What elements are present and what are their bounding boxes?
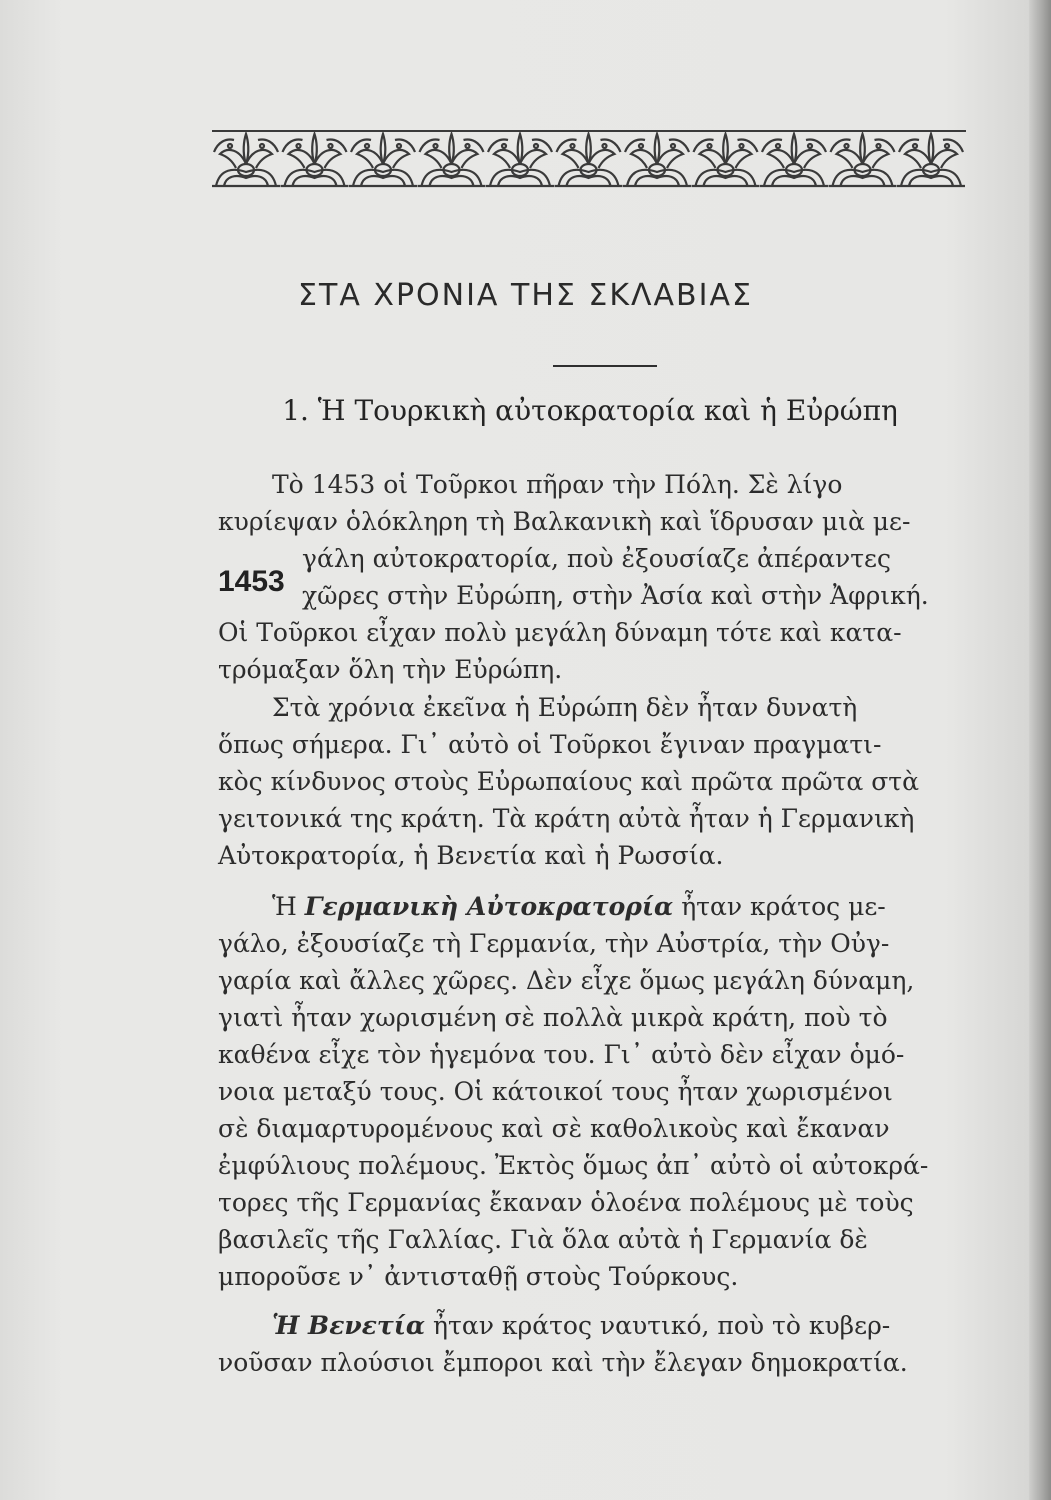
text-run: ἦταν κράτος με- xyxy=(681,892,886,921)
text-line: κὸς κίνδυνος στοὺς Εὐρωπαίους καὶ πρῶτα πρῶτα στὰ xyxy=(218,767,920,796)
text-line: μποροῦσε ν᾽ ἀντισταθῇ στοὺς Τούρκους. xyxy=(218,1262,739,1291)
text-run: ἦταν κράτος ναυτικό, ποὺ τὸ κυβερ- xyxy=(433,1311,891,1340)
emphasis-term: Ἡ Βενετία xyxy=(272,1311,426,1340)
text-line: Αὐτοκρατορία, ἡ Βενετία καὶ ἡ Ρωσσία. xyxy=(218,841,724,870)
text-line: καθένα εἶχε τὸν ἡγεμόνα του. Γι᾽ αὐτὸ δὲν εἶχαν ὁμό- xyxy=(218,1040,905,1069)
text-line: γιατὶ ἦταν χωρισμένη σὲ πολλὰ μικρὰ κράτη, ποὺ τὸ xyxy=(218,1003,888,1032)
body-text xyxy=(218,888,958,1348)
text-line: νοια μεταξύ τους. Οἱ κάτοικοί τους ἦταν χωρισμένοι xyxy=(218,1077,893,1106)
text-run: Ἡ xyxy=(272,892,297,921)
floral-ornament-icon xyxy=(212,128,966,190)
floral-ornament-band xyxy=(212,128,966,190)
section-title: ΣΤΑ ΧΡΟΝΙΑ ΤΗΣ ΣΚΛΑΒΙΑΣ xyxy=(298,278,753,313)
emphasis-term: Γερμανικὴ Αὐτοκρατορία xyxy=(304,892,674,921)
page-edge-shadow xyxy=(1029,0,1051,1500)
text-line: γαρία καὶ ἄλλες χῶρες. Δὲν εἶχε ὅμως μεγάλη δύναμη, xyxy=(218,966,915,995)
text-line: τορες τῆς Γερμανίας ἔκαναν ὁλοένα πολέμους μὲ τοὺς xyxy=(218,1188,914,1217)
text-line: ἐμφύλιους πολέμους. Ἐκτὸς ὅμως ἀπ᾽ αὐτὸ οἱ αὐτοκρά- xyxy=(218,1151,929,1180)
title-divider xyxy=(553,365,657,367)
text-line: κυρίεψαν ὁλόκληρη τὴ Βαλκανικὴ καὶ ἵδρυσαν μιὰ με- xyxy=(218,507,911,536)
text-line: σὲ διαμαρτυρομένους καὶ σὲ καθολικοὺς καὶ ἔκαναν xyxy=(218,1114,890,1143)
text-line: νοῦσαν πλούσιοι ἔμποροι καὶ τὴν ἔλεγαν δημοκρατία. xyxy=(218,1348,908,1377)
text-line: ὅπως σήμερα. Γι᾽ αὐτὸ οἱ Τοῦρκοι ἔγιναν πραγματι- xyxy=(218,730,882,759)
text-line: γάλο, ἐξουσίαζε τὴ Γερμανία, τὴν Αὐστρία, τὴν Οὐγ- xyxy=(218,929,890,958)
body-text xyxy=(218,689,958,909)
text-line: γειτονικά της κράτη. Τὰ κράτη αὐτὰ ἦταν ἡ Γερμανικὴ xyxy=(218,804,915,833)
text-line: χῶρες στὴν Εὐρώπη, στὴν Ἀσία καὶ στὴν Ἀφρική. xyxy=(302,581,929,610)
body-text xyxy=(218,1307,958,1407)
text-line xyxy=(272,888,886,925)
text-line: τρόμαξαν ὅλη τὴν Εὐρώπη. xyxy=(218,655,563,684)
margin-year-note: 1453 xyxy=(218,565,285,598)
chapter-title: 1. Ἡ Τουρκικὴ αὐτοκρατορία καὶ ἡ Εὐρώπη xyxy=(282,394,898,427)
text-line: γάλη αὐτοκρατορία, ποὺ ἐξουσίαζε ἀπέραντες xyxy=(302,544,892,573)
text-line: Τὸ 1453 οἱ Τοῦρκοι πῆραν τὴν Πόλη. Σὲ λίγο xyxy=(272,470,843,499)
text-line xyxy=(272,1307,890,1344)
text-line: Στὰ χρόνια ἐκεῖνα ἡ Εὐρώπη δὲν ἦταν δυνατὴ xyxy=(272,693,858,722)
text-line: βασιλεῖς τῆς Γαλλίας. Γιὰ ὅλα αὐτὰ ἡ Γερμανία δὲ xyxy=(218,1225,868,1254)
text-line: Οἱ Τοῦρκοι εἶχαν πολὺ μεγάλη δύναμη τότε καὶ κατα- xyxy=(218,618,902,647)
